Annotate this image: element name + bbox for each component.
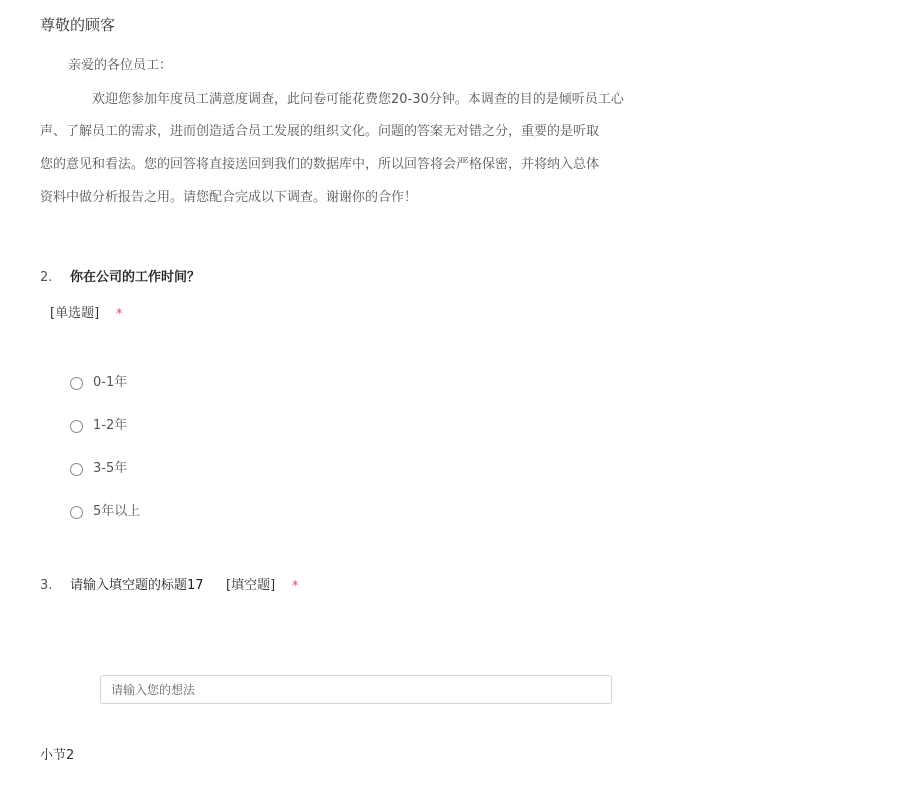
question-title: 你在公司的工作时间？ <box>70 270 201 285</box>
option-label: 3-5年 <box>93 461 128 476</box>
option-1-2-years[interactable] <box>70 416 127 436</box>
option-5-plus-years[interactable] <box>70 502 140 522</box>
intro-line: 欢迎您参加年度员工满意度调查，此问卷可能花费您20-30分钟。本调查的目的是倾听员工心 <box>92 92 624 107</box>
radio-button[interactable] <box>70 377 83 390</box>
question-type-label: [单选题] <box>50 306 100 321</box>
question-number: 2. <box>40 270 53 285</box>
option-label: 0-1年 <box>93 375 128 390</box>
option-label: 5年以上 <box>93 504 141 519</box>
radio-button[interactable] <box>70 420 83 433</box>
radio-button[interactable] <box>70 506 83 519</box>
required-marker: * <box>292 579 299 594</box>
intro-line: 您的意见和看法。您的回答将直接送回到我们的数据库中，所以回答将会严格保密，并将纳入总体 <box>40 157 600 172</box>
required-marker: * <box>116 307 123 322</box>
question-title: 请输入填空题的标题17 <box>70 578 204 593</box>
page-heading: 尊敬的顾客 <box>40 16 116 34</box>
option-label: 1-2年 <box>93 418 128 433</box>
radio-button[interactable] <box>70 463 83 476</box>
option-0-1-years[interactable] <box>70 373 127 393</box>
option-3-5-years[interactable] <box>70 459 127 479</box>
section-title: 小节2 <box>40 748 75 763</box>
answer-input[interactable] <box>100 675 612 704</box>
intro-line: 资料中做分析报告之用。请您配合完成以下调查。谢谢你的合作！ <box>40 190 418 205</box>
question-type-label: [填空题] <box>226 578 276 593</box>
intro-greeting: 亲爱的各位员工： <box>68 58 173 73</box>
question-number: 3. <box>40 578 53 593</box>
intro-line: 声、了解员工的需求，进而创造适合员工发展的组织文化。问题的答案无对错之分，重要的是听取 <box>40 124 600 139</box>
